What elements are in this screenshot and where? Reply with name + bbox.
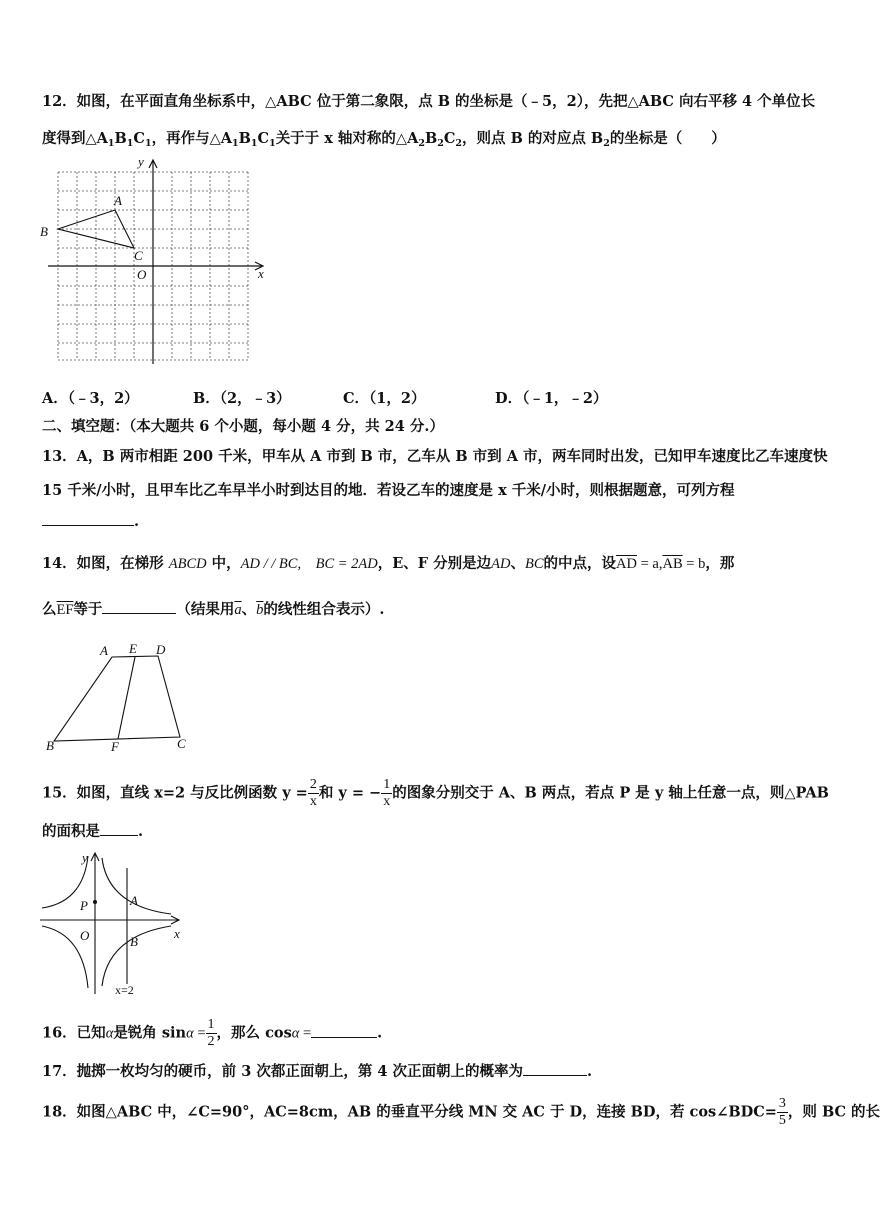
q15-frac-1: $\frac{2}{x}$	[309, 777, 317, 809]
label-x: x	[174, 926, 180, 941]
q12-option-b: B．（2，﹣3）	[193, 390, 291, 407]
q14-trapezoid-figure	[40, 640, 200, 755]
label-c: C	[134, 248, 143, 263]
label-a: A	[114, 193, 122, 208]
q14-blank	[102, 601, 176, 614]
label-d: D	[156, 642, 166, 657]
q13-line1: 13．A，B 两市相距 200 千米，甲车从 A 市到 B 市，乙车从 B 市到 A 市，两车同时出发，已知甲车速度比乙车速度快	[42, 448, 828, 465]
q15-hyperbola-figure	[36, 848, 196, 998]
label-p: P	[80, 898, 88, 913]
q16-frac: $\frac{1}{2}$	[207, 1017, 215, 1049]
label-b: B	[130, 934, 138, 949]
q13-answer-line: .	[42, 513, 139, 530]
q12-grid-figure	[38, 152, 278, 367]
label-e: E	[129, 641, 137, 656]
section-2-heading: 二、填空题：（本大题共 6 个小题，每小题 4 分，共 24 分.）	[42, 418, 444, 435]
label-b: B	[46, 738, 54, 753]
q12-line1: 12．如图，在平面直角坐标系中，△ABC 位于第二象限，点 B 的坐标是（﹣5，2），先把△ABC 向右平移 4 个单位长	[42, 93, 816, 110]
q14-line1: 14．如图，在梯形 ABCD 中，AD / / BC, BC = 2AD，E、F 分别是边AD、BC的中点，设$\overline{AD} = a,\overline{AB} = b$，那	[42, 555, 735, 572]
q15-line1: 15．如图，直线 x=2 与反比例函数 y = $\frac{2}{x}$ 和 y = − $\frac{1}{x}$ 的图象分别交于 A、B 两点，若点 P 是 y 轴上任意一点，则△PAB	[42, 777, 829, 809]
label-c: C	[177, 736, 186, 751]
q12-option-c: C．（1，2）	[343, 390, 426, 407]
label-o: O	[137, 267, 147, 282]
q15-blank	[100, 823, 138, 836]
label-x-eq-2: x=2	[115, 983, 134, 997]
trapezoid-abcd	[54, 656, 180, 741]
q16-line: 16．已知α是锐角 sinα = $\frac{1}{2}$ ，那么 cosα = .	[42, 1017, 383, 1049]
q18-line: 18．如图△ABC 中，∠C=90°，AC=8cm，AB 的垂直平分线 MN 交 AC 于 D，连接 BD，若 cos∠BDC= $\frac{3}{5}$ ，则 BC 的长	[42, 1096, 880, 1128]
q13-line2: 15 千米/小时，且甲车比乙车早半小时到达目的地．若设乙车的速度是 x 千米/小时，则根据题意，可列方程	[42, 482, 735, 499]
q17-line: 17．抛掷一枚均匀的硬币，前 3 次都正面朝上，第 4 次正面朝上的概率为 .	[42, 1063, 593, 1080]
label-o: O	[80, 928, 90, 943]
q15-line2: 的面积是 .	[42, 823, 144, 840]
q12-option-a: A．（﹣3，2）	[42, 390, 139, 407]
q13-blank	[42, 513, 134, 526]
label-f: F	[111, 739, 119, 754]
q18-frac: $\frac{3}{5}$	[778, 1096, 786, 1128]
q12-line2: 度得到$\triangle A_1B_1C_1$，再作与$\triangle A_1B_1C_1$关于于 x 轴对称的$\triangle A_2B_2C_2$，则点 B 的对应点 $B_2$的坐标是（ ）	[42, 130, 726, 149]
q16-blank	[311, 1025, 377, 1038]
label-b: B	[40, 224, 48, 239]
q12-option-d: D．（﹣1，﹣2）	[495, 390, 608, 407]
label-y: y	[138, 154, 144, 169]
label-x: x	[258, 266, 264, 281]
label-a: A	[100, 643, 108, 658]
q15-frac-2: $\frac{1}{x}$	[383, 777, 391, 809]
label-y: y	[82, 850, 88, 865]
q17-blank	[523, 1063, 587, 1076]
q14-line2: 么$\overline{EF}$等于 （结果用$\overline{a}$、$\overline{b}$的线性组合表示）.	[42, 601, 385, 618]
label-a: A	[130, 893, 138, 908]
point-p	[93, 900, 97, 904]
segment-ef	[118, 657, 135, 739]
